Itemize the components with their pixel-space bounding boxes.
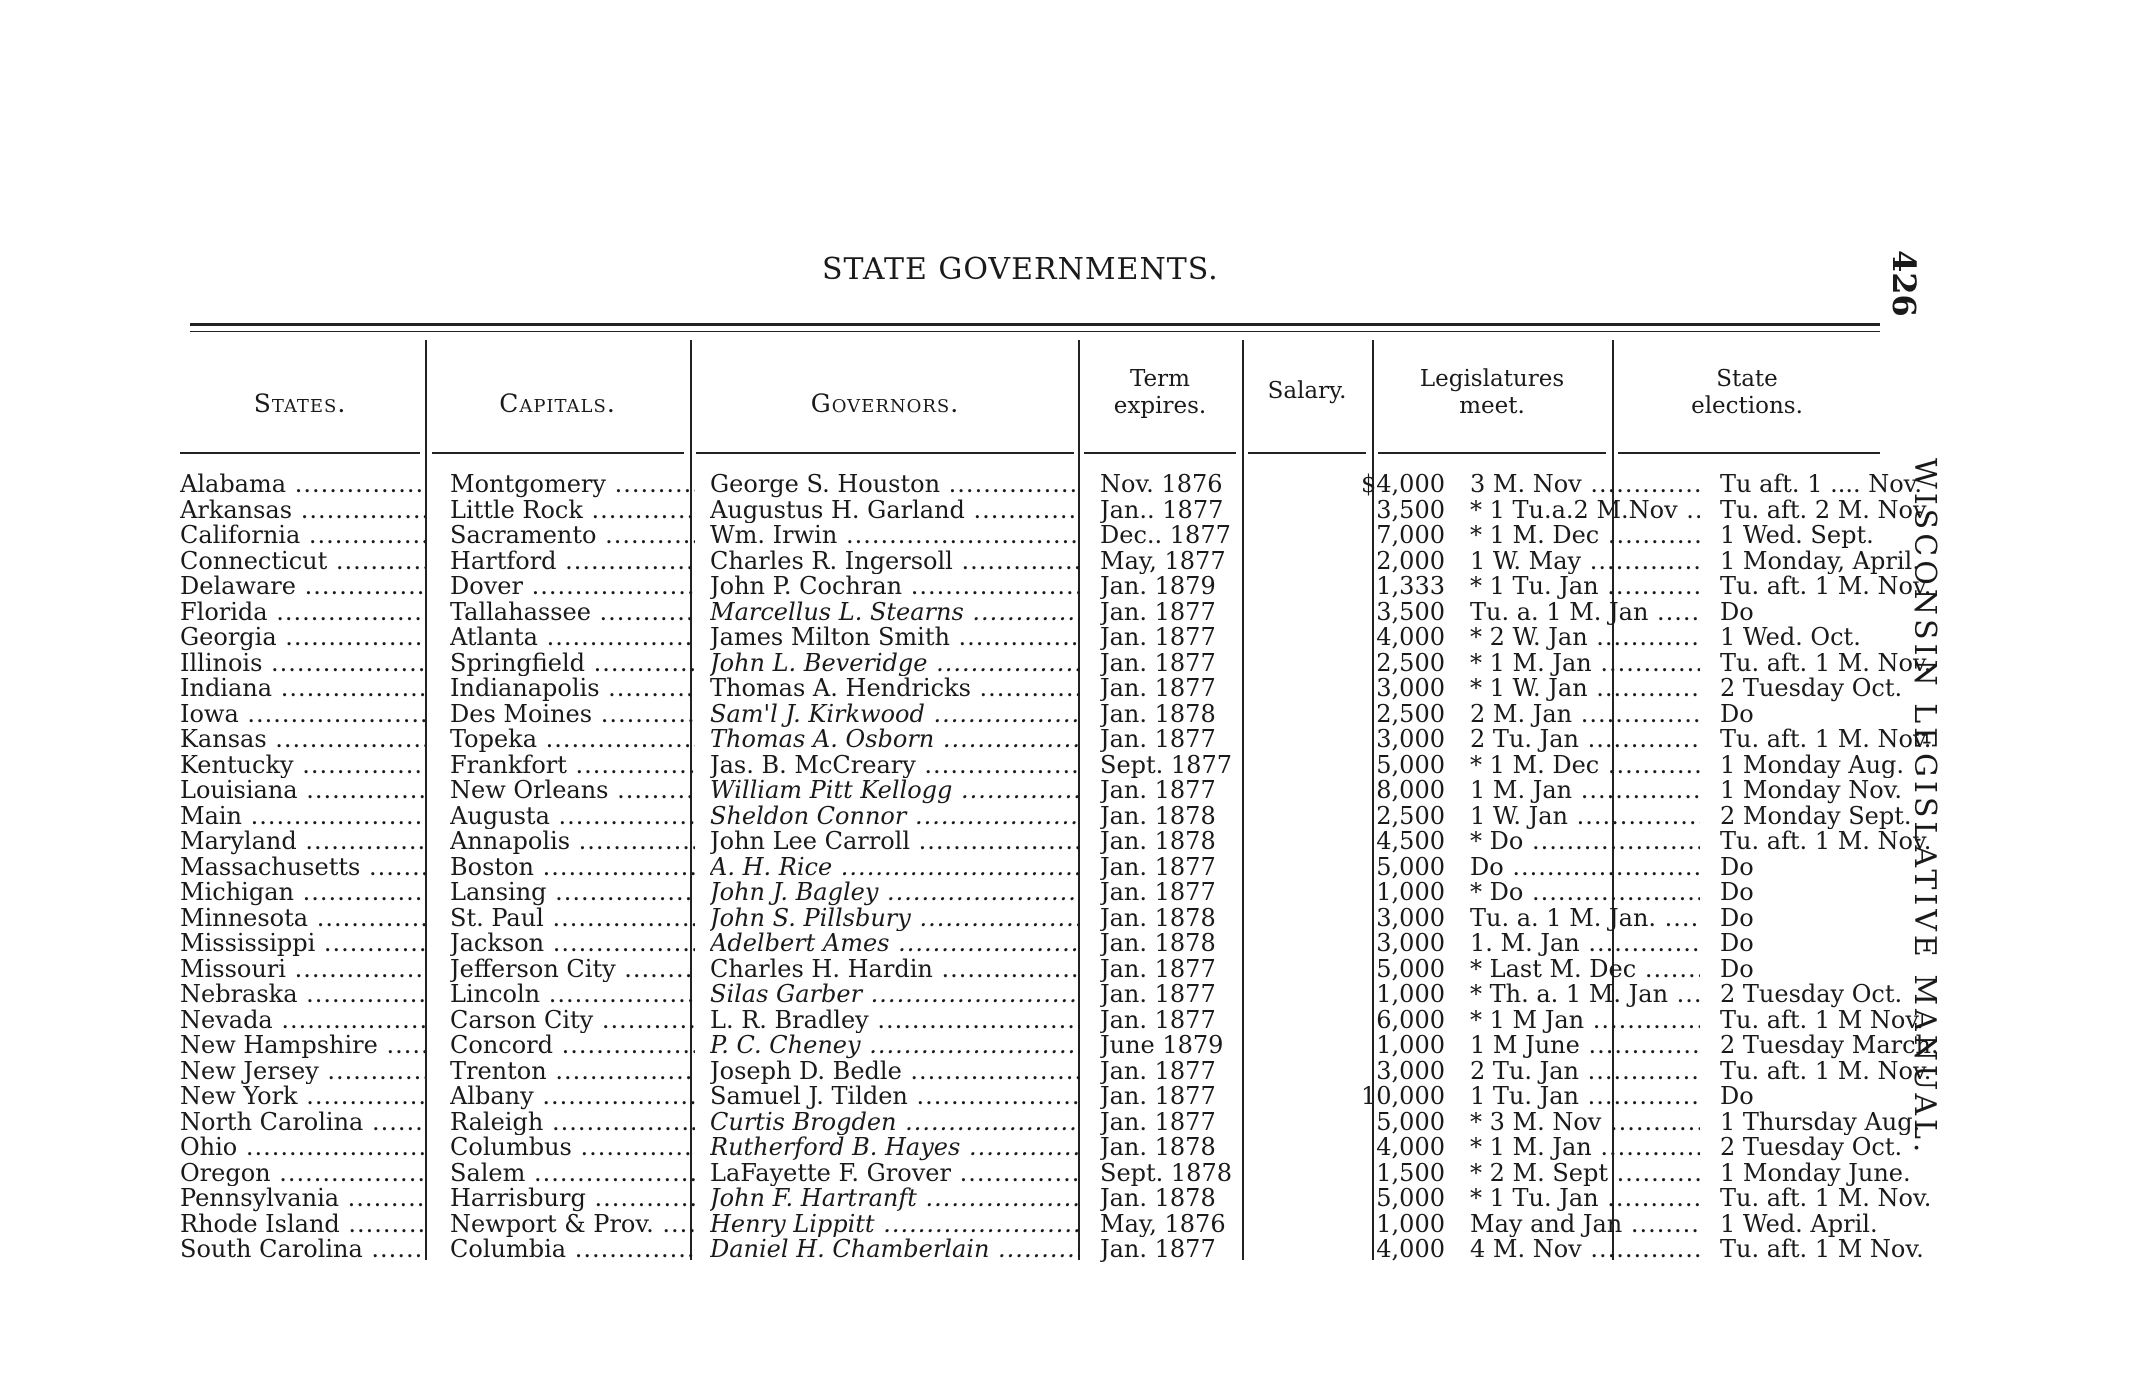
- governor-cell: LaFayette F. Grover .....: [710, 1161, 1080, 1187]
- legislature-cell: 3 M. Nov .....: [1470, 472, 1700, 498]
- capital-cell: Springfield .....: [450, 651, 695, 677]
- header-underline: [696, 452, 1074, 454]
- salary-cell: $4,000: [1361, 472, 1445, 498]
- salary-cell: 2,500: [1376, 701, 1445, 727]
- salary-cell: 8,000: [1376, 778, 1445, 804]
- header-term-line2: expires.: [1113, 393, 1207, 419]
- table-row: [180, 931, 1880, 957]
- table-row: [180, 906, 1880, 932]
- salary-cell: 5,000: [1376, 1109, 1445, 1135]
- table-row: [180, 523, 1880, 549]
- state-cell: Nevada .....: [180, 1008, 425, 1034]
- election-cell: Tu. aft. 1 M. Nov.: [1720, 1186, 1932, 1212]
- table-row: [180, 1084, 1880, 1110]
- salary-cell: 10,000: [1361, 1084, 1445, 1110]
- header-elections: [1614, 366, 1880, 420]
- state-cell: New Hampshire .....: [180, 1033, 425, 1059]
- header-salary: Salary.: [1267, 378, 1347, 404]
- term-cell: Jan. 1878: [1100, 829, 1216, 855]
- legislature-cell: * Th. a. 1 M. Jan .....: [1470, 982, 1700, 1008]
- table-row: [180, 1007, 1924, 1034]
- state-cell: Alabama .....: [180, 472, 425, 498]
- election-cell: Do: [1720, 931, 1754, 957]
- state-cell: Georgia .....: [180, 625, 425, 651]
- election-cell: Do: [1720, 905, 1754, 931]
- capital-cell: Jackson .....: [450, 931, 695, 957]
- salary-cell: 1,000: [1376, 1033, 1445, 1059]
- legislature-cell: 2 Tu. Jan .....: [1470, 727, 1700, 753]
- table-row: [180, 829, 1932, 855]
- header-elections-line1: State: [1716, 366, 1778, 392]
- term-cell: Jan. 1878: [1100, 1186, 1216, 1212]
- header-term: [1080, 366, 1240, 420]
- table-row: [180, 1237, 1924, 1263]
- capital-cell: Annapolis .....: [450, 829, 695, 855]
- term-cell: Jan. 1877: [1100, 1237, 1216, 1263]
- capital-cell: Tallahassee .....: [450, 600, 695, 626]
- election-cell: 1 Wed. Oct.: [1720, 625, 1861, 651]
- header-capitals: Capitals.: [499, 389, 616, 418]
- legislature-cell: * 1 M. Dec .....: [1470, 753, 1700, 779]
- election-cell: Do: [1720, 854, 1754, 880]
- salary-cell: 4,000: [1376, 625, 1445, 651]
- table-row: [180, 752, 1905, 779]
- term-cell: May, 1876: [1100, 1211, 1226, 1237]
- salary-cell: 3,000: [1376, 727, 1445, 753]
- capital-cell: Carson City .....: [450, 1008, 695, 1034]
- capital-cell: Sacramento .....: [450, 523, 695, 549]
- governor-cell: Sheldon Connor .....: [710, 804, 1080, 830]
- state-cell: Maryland .....: [180, 829, 425, 855]
- legislature-cell: * 1 W. Jan .....: [1470, 676, 1700, 702]
- term-cell: Jan. 1878: [1100, 905, 1216, 931]
- legislature-cell: 1 M June .....: [1470, 1033, 1700, 1059]
- state-cell: New York .....: [180, 1084, 425, 1110]
- governor-cell: Charles H. Hardin .....: [710, 957, 1080, 983]
- header-underline: [1248, 452, 1366, 454]
- term-cell: Jan. 1878: [1100, 803, 1216, 829]
- state-cell: Pennsylvania .....: [180, 1186, 425, 1212]
- capital-cell: Lansing .....: [450, 880, 695, 906]
- header-legislatures-line1: Legislatures: [1419, 366, 1565, 392]
- governor-cell: P. C. Cheney .....: [710, 1033, 1080, 1059]
- legislature-cell: 1 W. May .....: [1470, 549, 1700, 575]
- governor-cell: Thomas A. Osborn .....: [710, 727, 1080, 753]
- term-cell: Sept. 1877: [1100, 752, 1232, 778]
- table-row: [180, 574, 1932, 600]
- term-cell: Jan. 1877: [1100, 1084, 1216, 1110]
- state-cell: Illinois .....: [180, 651, 425, 677]
- table-row: [180, 855, 1880, 881]
- header-legislatures-line2: meet.: [1459, 393, 1525, 419]
- header-underline: [180, 452, 420, 454]
- table-row: [180, 1186, 1932, 1212]
- salary-cell: 2,500: [1376, 803, 1445, 829]
- election-cell: Tu. aft. 1 M. Nov.: [1720, 650, 1932, 676]
- table-row: [180, 957, 1880, 983]
- election-cell: Do: [1720, 956, 1754, 982]
- governor-cell: Silas Garber .....: [710, 982, 1080, 1008]
- election-cell: 2 Tuesday Oct.: [1720, 1135, 1903, 1161]
- term-cell: Jan. 1877: [1100, 778, 1216, 804]
- governor-cell: Rutherford B. Hayes .....: [710, 1135, 1080, 1161]
- term-cell: Jan. 1877: [1100, 880, 1216, 906]
- state-cell: Indiana .....: [180, 676, 425, 702]
- capital-cell: Trenton .....: [450, 1059, 695, 1085]
- header-elections-line2: elections.: [1691, 393, 1803, 419]
- governor-cell: Marcellus L. Stearns .....: [710, 600, 1080, 626]
- top-rule: [190, 323, 1880, 326]
- header-governors: Governors.: [810, 389, 960, 418]
- legislature-cell: 1. M. Jan .....: [1470, 931, 1700, 957]
- capital-cell: Topeka .....: [450, 727, 695, 753]
- legislature-cell: May and Jan .....: [1470, 1212, 1700, 1238]
- election-cell: Do: [1720, 880, 1754, 906]
- top-rule-thin: [190, 331, 1880, 332]
- state-cell: New Jersey .....: [180, 1059, 425, 1085]
- state-cell: Delaware .....: [180, 574, 425, 600]
- salary-cell: 5,000: [1376, 956, 1445, 982]
- capital-cell: Jefferson City .....: [450, 957, 695, 983]
- governor-cell: Samuel J. Tilden .....: [710, 1084, 1080, 1110]
- legislature-cell: Do .....: [1470, 855, 1700, 881]
- governor-cell: Curtis Brogden .....: [710, 1110, 1080, 1136]
- legislature-cell: * 2 M. Sept .....: [1470, 1161, 1700, 1187]
- state-cell: Florida .....: [180, 600, 425, 626]
- term-cell: Jan. 1877: [1100, 982, 1216, 1008]
- election-cell: Tu. aft. 1 M Nov.: [1720, 1007, 1924, 1033]
- table-row: [180, 650, 1932, 677]
- state-cell: Louisiana .....: [180, 778, 425, 804]
- table-row: [180, 1212, 1880, 1238]
- governor-cell: Sam'l J. Kirkwood .....: [710, 702, 1080, 728]
- legislature-cell: * Do .....: [1470, 880, 1700, 906]
- state-cell: Ohio .....: [180, 1135, 425, 1161]
- header-underline: [1618, 452, 1880, 454]
- term-cell: Jan. 1878: [1100, 701, 1216, 727]
- election-cell: 1 Monday Aug.: [1720, 752, 1905, 778]
- salary-cell: 3,000: [1376, 676, 1445, 702]
- legislature-cell: * 1 M. Dec .....: [1470, 523, 1700, 549]
- state-cell: Oregon .....: [180, 1161, 425, 1187]
- governor-cell: Henry Lippitt .....: [710, 1212, 1080, 1238]
- legislature-cell: 2 M. Jan .....: [1470, 702, 1700, 728]
- table-row: [180, 727, 1932, 753]
- term-cell: Jan. 1877: [1100, 1007, 1216, 1033]
- state-cell: Missouri .....: [180, 957, 425, 983]
- legislature-cell: 2 Tu. Jan .....: [1470, 1059, 1700, 1085]
- term-cell: Jan. 1878: [1100, 931, 1216, 957]
- legislature-cell: Tu. a. 1 M. Jan. .....: [1470, 906, 1700, 932]
- salary-cell: 1,500: [1376, 1160, 1445, 1186]
- governor-cell: James Milton Smith .....: [710, 625, 1080, 651]
- capital-cell: Montgomery .....: [450, 472, 695, 498]
- capital-cell: Concord .....: [450, 1033, 695, 1059]
- capital-cell: Harrisburg .....: [450, 1186, 695, 1212]
- election-cell: Tu. aft. 1 M Nov.: [1720, 1237, 1924, 1263]
- state-cell: Iowa .....: [180, 702, 425, 728]
- term-cell: Jan. 1877: [1100, 625, 1216, 651]
- salary-cell: 4,000: [1376, 1237, 1445, 1263]
- governor-cell: John Lee Carroll .....: [710, 829, 1080, 855]
- salary-cell: 3,500: [1376, 497, 1445, 523]
- legislature-cell: * 2 W. Jan .....: [1470, 625, 1700, 651]
- page-title: STATE GOVERNMENTS.: [822, 252, 1219, 287]
- capital-cell: Augusta .....: [450, 804, 695, 830]
- capital-cell: Little Rock .....: [450, 498, 695, 524]
- governor-cell: Adelbert Ames .....: [710, 931, 1080, 957]
- table-row: [180, 600, 1880, 626]
- election-cell: 1 Monday Nov.: [1720, 778, 1903, 804]
- governor-cell: John S. Pillsbury .....: [710, 906, 1080, 932]
- legislature-cell: * Last M. Dec .....: [1470, 957, 1700, 983]
- salary-cell: 3,000: [1376, 1058, 1445, 1084]
- state-cell: Kansas .....: [180, 727, 425, 753]
- governor-cell: John J. Bagley .....: [710, 880, 1080, 906]
- table-row: [180, 803, 1912, 830]
- governor-cell: A. H. Rice .....: [710, 855, 1080, 881]
- salary-cell: 1,000: [1376, 1211, 1445, 1237]
- table-row: [180, 676, 1903, 702]
- table-row: [180, 778, 1903, 804]
- capital-cell: New Orleans .....: [450, 778, 695, 804]
- salary-cell: 6,000: [1376, 1007, 1445, 1033]
- running-title: WISCONSIN LEGISLATIVE MANUAL.: [1907, 458, 1942, 1157]
- salary-cell: 4,000: [1376, 1135, 1445, 1161]
- table-row: [180, 625, 1880, 651]
- election-cell: Tu. aft. 1 M. Nov.: [1720, 829, 1932, 855]
- capital-cell: Atlanta .....: [450, 625, 695, 651]
- header-underline: [1084, 452, 1236, 454]
- capital-cell: Columbia .....: [450, 1237, 695, 1263]
- legislature-cell: 1 M. Jan .....: [1470, 778, 1700, 804]
- legislature-cell: * 1 M Jan .....: [1470, 1008, 1700, 1034]
- term-cell: Nov. 1876: [1100, 472, 1223, 498]
- capital-cell: Columbus .....: [450, 1135, 695, 1161]
- header-underline: [432, 452, 684, 454]
- capital-cell: Hartford .....: [450, 549, 695, 575]
- legislature-cell: * 1 M. Jan .....: [1470, 651, 1700, 677]
- state-cell: Michigan .....: [180, 880, 425, 906]
- term-cell: Jan.. 1877: [1100, 497, 1224, 523]
- election-cell: 2 Tuesday Oct.: [1720, 676, 1903, 702]
- election-cell: 1 Monday June.: [1720, 1160, 1911, 1186]
- salary-cell: 5,000: [1376, 752, 1445, 778]
- governor-cell: Thomas A. Hendricks .....: [710, 676, 1080, 702]
- election-cell: 1 Wed. Sept.: [1720, 523, 1874, 549]
- term-cell: Jan. 1877: [1100, 854, 1216, 880]
- capital-cell: Albany .....: [450, 1084, 695, 1110]
- table-row: [180, 548, 1920, 575]
- table-row: [180, 472, 1923, 498]
- header-underline: [1378, 452, 1606, 454]
- state-cell: South Carolina .....: [180, 1237, 425, 1263]
- term-cell: Jan. 1877: [1100, 676, 1216, 702]
- election-cell: 1 Thursday Aug.: [1720, 1109, 1921, 1135]
- capital-cell: Lincoln .....: [450, 982, 695, 1008]
- table-row: [180, 1135, 1903, 1161]
- capital-cell: Indianapolis .....: [450, 676, 695, 702]
- legislature-cell: Tu. a. 1 M. Jan .....: [1470, 600, 1700, 626]
- salary-cell: 4,500: [1376, 829, 1445, 855]
- term-cell: Jan. 1877: [1100, 1058, 1216, 1084]
- term-cell: Jan. 1877: [1100, 727, 1216, 753]
- election-cell: Tu aft. 1 .... Nov.: [1720, 472, 1923, 498]
- governor-cell: Augustus H. Garland .....: [710, 498, 1080, 524]
- governor-cell: John F. Hartranft .....: [710, 1186, 1080, 1212]
- header-legislatures: [1374, 366, 1610, 420]
- salary-cell: 5,000: [1376, 854, 1445, 880]
- election-cell: Tu. aft. 1 M. Nov.: [1720, 727, 1932, 753]
- term-cell: Jan. 1877: [1100, 1109, 1216, 1135]
- election-cell: 2 Tuesday Oct.: [1720, 982, 1903, 1008]
- legislature-cell: * 1 Tu. Jan .....: [1470, 574, 1700, 600]
- capital-cell: St. Paul .....: [450, 906, 695, 932]
- legislature-cell: * 1 Tu.a.2 M.Nov .....: [1470, 498, 1700, 524]
- salary-cell: 7,000: [1376, 523, 1445, 549]
- state-cell: Arkansas .....: [180, 498, 425, 524]
- governor-cell: Jas. B. McCreary .....: [710, 753, 1080, 779]
- capital-cell: Raleigh .....: [450, 1110, 695, 1136]
- election-cell: Tu. aft. 1 M. Nov.: [1720, 1058, 1932, 1084]
- capital-cell: Salem .....: [450, 1161, 695, 1187]
- state-cell: Main .....: [180, 804, 425, 830]
- term-cell: Dec.. 1877: [1100, 523, 1231, 549]
- governor-cell: George S. Houston .....: [710, 472, 1080, 498]
- capital-cell: Dover .....: [450, 574, 695, 600]
- table-row: [180, 497, 1932, 524]
- election-cell: Tu. aft. 2 M. Nov.: [1720, 497, 1932, 523]
- capital-cell: Newport & Prov. .....: [450, 1212, 695, 1238]
- table-row: [180, 1033, 1939, 1059]
- salary-cell: 3,000: [1376, 905, 1445, 931]
- salary-cell: 3,000: [1376, 931, 1445, 957]
- election-cell: 1 Wed. April.: [1720, 1211, 1878, 1237]
- table-row: [180, 1058, 1932, 1085]
- governor-cell: Wm. Irwin .....: [710, 523, 1080, 549]
- salary-cell: 5,000: [1376, 1186, 1445, 1212]
- election-cell: Do: [1720, 701, 1754, 727]
- term-cell: Jan. 1878: [1100, 1135, 1216, 1161]
- capital-cell: Boston .....: [450, 855, 695, 881]
- election-cell: Do: [1720, 599, 1754, 625]
- capital-cell: Des Moines .....: [450, 702, 695, 728]
- page-number: 426: [1885, 250, 1923, 317]
- header-states: States.: [253, 389, 347, 418]
- legislature-cell: * 1 Tu. Jan .....: [1470, 1186, 1700, 1212]
- table-row: [180, 1109, 1921, 1136]
- state-cell: North Carolina .....: [180, 1110, 425, 1136]
- salary-cell: 1,000: [1376, 880, 1445, 906]
- term-cell: Jan. 1877: [1100, 956, 1216, 982]
- legislature-cell: 1 W. Jan .....: [1470, 804, 1700, 830]
- state-cell: Rhode Island .....: [180, 1212, 425, 1238]
- salary-cell: 1,000: [1376, 982, 1445, 1008]
- salary-cell: 2,000: [1376, 548, 1445, 574]
- election-cell: 2 Monday Sept.: [1720, 803, 1912, 829]
- election-cell: 1 Monday, April.: [1720, 548, 1920, 574]
- election-cell: 2 Tuesday March.: [1720, 1033, 1939, 1059]
- state-cell: Massachusetts .....: [180, 855, 425, 881]
- term-cell: Jan. 1879: [1100, 574, 1216, 600]
- legislature-cell: * 3 M. Nov .....: [1470, 1110, 1700, 1136]
- governor-cell: John P. Cochran .....: [710, 574, 1080, 600]
- state-cell: Nebraska .....: [180, 982, 425, 1008]
- state-cell: Minnesota .....: [180, 906, 425, 932]
- state-cell: California .....: [180, 523, 425, 549]
- legislature-cell: * Do .....: [1470, 829, 1700, 855]
- term-cell: May, 1877: [1100, 548, 1226, 574]
- term-cell: Jan. 1877: [1100, 650, 1216, 676]
- term-cell: Sept. 1878: [1100, 1160, 1232, 1186]
- governor-cell: Charles R. Ingersoll .....: [710, 549, 1080, 575]
- legislature-cell: 4 M. Nov .....: [1470, 1237, 1700, 1263]
- legislature-cell: 1 Tu. Jan .....: [1470, 1084, 1700, 1110]
- term-cell: Jan. 1877: [1100, 599, 1216, 625]
- governor-cell: Daniel H. Chamberlain .....: [710, 1237, 1080, 1263]
- governor-cell: William Pitt Kellogg .....: [710, 778, 1080, 804]
- table-row: [180, 982, 1903, 1008]
- salary-cell: 3,500: [1376, 599, 1445, 625]
- governor-cell: John L. Beveridge .....: [710, 651, 1080, 677]
- governor-cell: Joseph D. Bedle .....: [710, 1059, 1080, 1085]
- election-cell: Tu. aft. 1 M. Nov.: [1720, 574, 1932, 600]
- governor-cell: L. R. Bradley .....: [710, 1008, 1080, 1034]
- salary-cell: 2,500: [1376, 650, 1445, 676]
- election-cell: Do: [1720, 1084, 1754, 1110]
- term-cell: June 1879: [1100, 1033, 1224, 1059]
- state-cell: Mississippi .....: [180, 931, 425, 957]
- table-row: [180, 702, 1880, 728]
- salary-cell: 1,333: [1376, 574, 1445, 600]
- table-row: [180, 1160, 1911, 1187]
- state-cell: Kentucky .....: [180, 753, 425, 779]
- table-row: [180, 880, 1880, 906]
- header-term-line1: Term: [1130, 366, 1190, 392]
- legislature-cell: * 1 M. Jan .....: [1470, 1135, 1700, 1161]
- state-cell: Connecticut .....: [180, 549, 425, 575]
- capital-cell: Frankfort .....: [450, 753, 695, 779]
